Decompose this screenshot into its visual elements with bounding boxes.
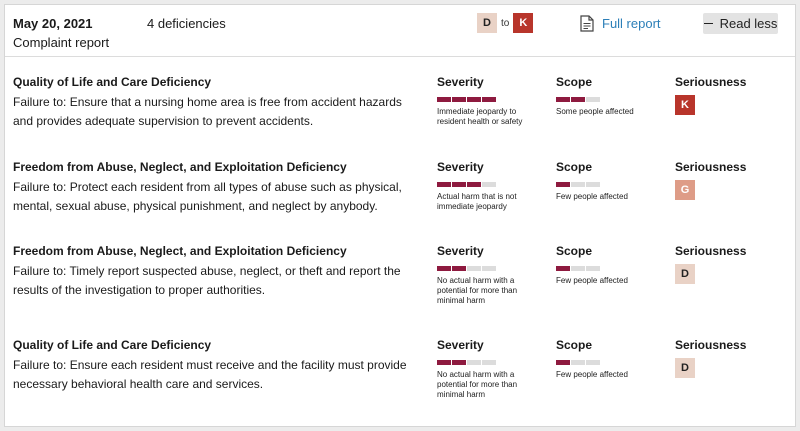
- deficiency-row: [5, 75, 795, 159]
- seriousness-label: Seriousness: [675, 244, 747, 258]
- severity-bar: [437, 266, 537, 271]
- scope-column: [556, 75, 656, 117]
- seriousness-label: Seriousness: [675, 75, 747, 89]
- scope-text: Few people affected: [556, 276, 628, 285]
- read-less-button[interactable]: [703, 13, 778, 34]
- severity-label: Severity: [437, 338, 484, 352]
- scope-column: [556, 160, 656, 202]
- deficiency-title: Quality of Life and Care Deficiency: [13, 75, 212, 89]
- scope-segment: [586, 97, 600, 102]
- severity-label: Severity: [437, 160, 484, 174]
- severity-text: Immediate jeopardy to resident health or safety: [437, 107, 523, 126]
- scope-bar: [556, 97, 656, 102]
- severity-segment: [467, 97, 481, 102]
- minus-icon: [704, 23, 713, 25]
- scope-column: [556, 338, 656, 380]
- severity-bar: [437, 97, 537, 102]
- severity-segment: [467, 182, 481, 187]
- seriousness-column: [675, 160, 746, 200]
- scope-segment: [571, 182, 585, 187]
- scope-segment: [556, 97, 570, 102]
- read-less-label: Read less: [719, 16, 778, 31]
- severity-column: [437, 338, 537, 400]
- deficiency-title: Quality of Life and Care Deficiency: [13, 338, 212, 352]
- scope-segment: [556, 360, 570, 365]
- severity-segment: [482, 182, 496, 187]
- scope-bar: [556, 182, 656, 187]
- deficiency-description: Failure to: Ensure each resident must receive and the facility must provide necessary behavioral health care and services.: [13, 358, 407, 391]
- seriousness-badge: D: [675, 264, 695, 284]
- seriousness-range: [477, 13, 533, 33]
- deficiency-description: Failure to: Ensure that a nursing home area is free from accident hazards and provides adequate supervision to prevent accidents.: [13, 95, 402, 128]
- severity-segment: [482, 97, 496, 102]
- severity-label: Severity: [437, 75, 484, 89]
- severity-segment: [467, 266, 481, 271]
- seriousness-badge: K: [675, 95, 695, 115]
- report-header: [5, 5, 795, 57]
- scope-label: Scope: [556, 75, 593, 89]
- deficiency-title: Freedom from Abuse, Neglect, and Exploitation Deficiency: [13, 160, 347, 174]
- deficiency-description: Failure to: Timely report suspected abuse, neglect, or theft and report the results of the investigation to proper authorities.: [13, 264, 401, 297]
- deficiency-title: Freedom from Abuse, Neglect, and Exploitation Deficiency: [13, 244, 347, 258]
- scope-segment: [586, 182, 600, 187]
- seriousness-column: [675, 244, 746, 284]
- severity-bar: [437, 360, 537, 365]
- scope-bar: [556, 266, 656, 271]
- range-to-word: to: [501, 17, 510, 29]
- report-type: Complaint report: [13, 35, 110, 50]
- severity-column: [437, 160, 537, 212]
- deficiency-count: 4 deficiencies: [147, 16, 226, 31]
- scope-segment: [556, 182, 570, 187]
- severity-segment: [437, 360, 451, 365]
- range-to-badge: K: [513, 13, 533, 33]
- severity-column: [437, 75, 537, 127]
- severity-label: Severity: [437, 244, 484, 258]
- severity-segment: [437, 97, 451, 102]
- deficiency-description: Failure to: Protect each resident from all types of abuse such as physical, mental, sexual abuse, physical punishment, and neglect by anybody.: [13, 180, 402, 213]
- report-date: May 20, 2021: [13, 16, 93, 31]
- full-report-link[interactable]: [580, 15, 661, 32]
- deficiency-row: [5, 160, 795, 244]
- severity-segment: [452, 97, 466, 102]
- scope-segment: [556, 266, 570, 271]
- range-from-badge: D: [477, 13, 497, 33]
- deficiency-row: [5, 338, 795, 422]
- scope-text: Some people affected: [556, 107, 634, 116]
- severity-text: No actual harm with a potential for more than minimal harm: [437, 276, 518, 305]
- scope-label: Scope: [556, 160, 593, 174]
- severity-text: No actual harm with a potential for more than minimal harm: [437, 370, 518, 399]
- severity-bar: [437, 182, 537, 187]
- severity-segment: [452, 360, 466, 365]
- scope-segment: [586, 266, 600, 271]
- scope-label: Scope: [556, 244, 593, 258]
- severity-column: [437, 244, 537, 306]
- seriousness-column: [675, 338, 746, 378]
- severity-segment: [467, 360, 481, 365]
- severity-segment: [437, 182, 451, 187]
- full-report-label: Full report: [602, 16, 661, 31]
- scope-label: Scope: [556, 338, 593, 352]
- seriousness-badge: D: [675, 358, 695, 378]
- severity-segment: [452, 266, 466, 271]
- seriousness-badge: G: [675, 180, 695, 200]
- severity-segment: [452, 182, 466, 187]
- seriousness-label: Seriousness: [675, 338, 747, 352]
- scope-segment: [571, 266, 585, 271]
- document-icon: [580, 15, 594, 32]
- severity-text: Actual harm that is not immediate jeopardy: [437, 192, 517, 211]
- seriousness-label: Seriousness: [675, 160, 747, 174]
- scope-text: Few people affected: [556, 192, 628, 201]
- scope-segment: [571, 360, 585, 365]
- severity-segment: [482, 360, 496, 365]
- inspection-card: [4, 4, 796, 427]
- scope-column: [556, 244, 656, 286]
- severity-segment: [437, 266, 451, 271]
- deficiency-row: [5, 244, 795, 328]
- scope-text: Few people affected: [556, 370, 628, 379]
- scope-segment: [586, 360, 600, 365]
- severity-segment: [482, 266, 496, 271]
- seriousness-column: [675, 75, 746, 115]
- scope-bar: [556, 360, 656, 365]
- scope-segment: [571, 97, 585, 102]
